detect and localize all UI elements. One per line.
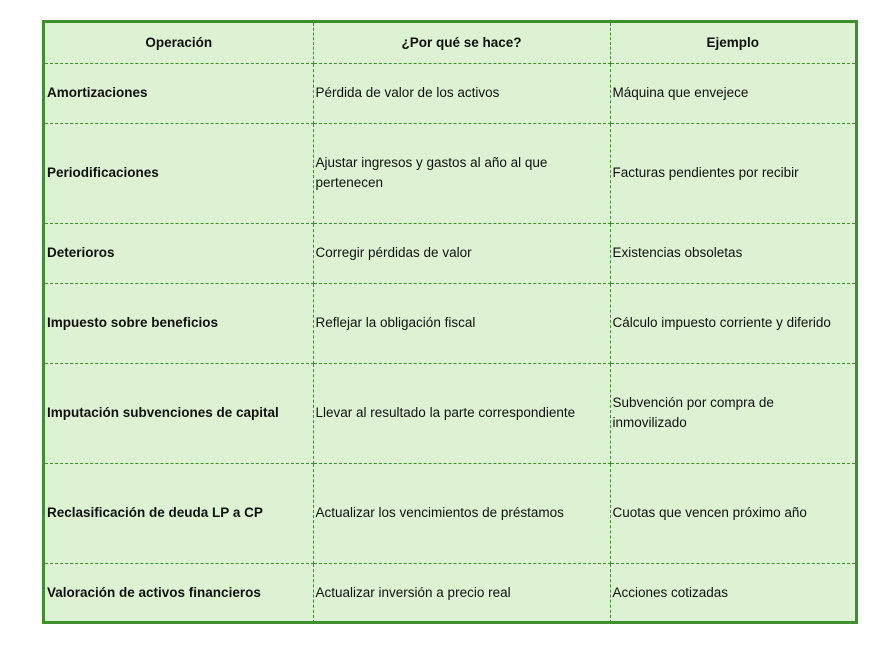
cell-why: Actualizar los vencimientos de préstamos <box>313 463 610 563</box>
cell-why: Actualizar inversión a precio real <box>313 563 610 623</box>
table-header-row <box>45 23 855 63</box>
table-row <box>45 283 855 363</box>
cell-operation: Impuesto sobre beneficios <box>45 283 313 363</box>
operations-table <box>45 23 855 623</box>
cell-example: Cálculo impuesto corriente y diferido <box>610 283 855 363</box>
cell-why: Corregir pérdidas de valor <box>313 223 610 283</box>
cell-operation: Valoración de activos financieros <box>45 563 313 623</box>
table-row <box>45 63 855 123</box>
cell-why: Llevar al resultado la parte correspondiente <box>313 363 610 463</box>
cell-example: Acciones cotizadas <box>612 585 729 601</box>
table-row <box>45 563 855 623</box>
operations-table-container <box>42 20 858 624</box>
header-example: Ejemplo <box>610 23 855 63</box>
cell-why: Ajustar ingresos y gastos al año al que pertenecen <box>313 123 610 223</box>
header-why: ¿Por qué se hace? <box>313 23 610 63</box>
header-operation: Operación <box>45 23 313 63</box>
cell-example: Máquina que envejece <box>610 63 855 123</box>
table-row <box>45 123 855 223</box>
cell-example: Cuotas que vencen próximo año <box>610 463 855 563</box>
cell-why: Pérdida de valor de los activos <box>313 63 610 123</box>
cell-example: Facturas pendientes por recibir <box>610 123 855 223</box>
cell-operation: Periodificaciones <box>45 123 313 223</box>
cell-operation: Imputación subvenciones de capital <box>45 363 313 463</box>
table-row <box>45 223 855 283</box>
cell-example: Existencias obsoletas <box>610 223 855 283</box>
table-row <box>45 363 855 463</box>
cell-operation: Deterioros <box>45 223 313 283</box>
cell-example: Subvención por compra de inmovilizado <box>610 363 855 463</box>
cell-operation: Amortizaciones <box>45 63 313 123</box>
cell-operation: Reclasificación de deuda LP a CP <box>45 463 313 563</box>
table-row <box>45 463 855 563</box>
cell-why: Reflejar la obligación fiscal <box>313 283 610 363</box>
